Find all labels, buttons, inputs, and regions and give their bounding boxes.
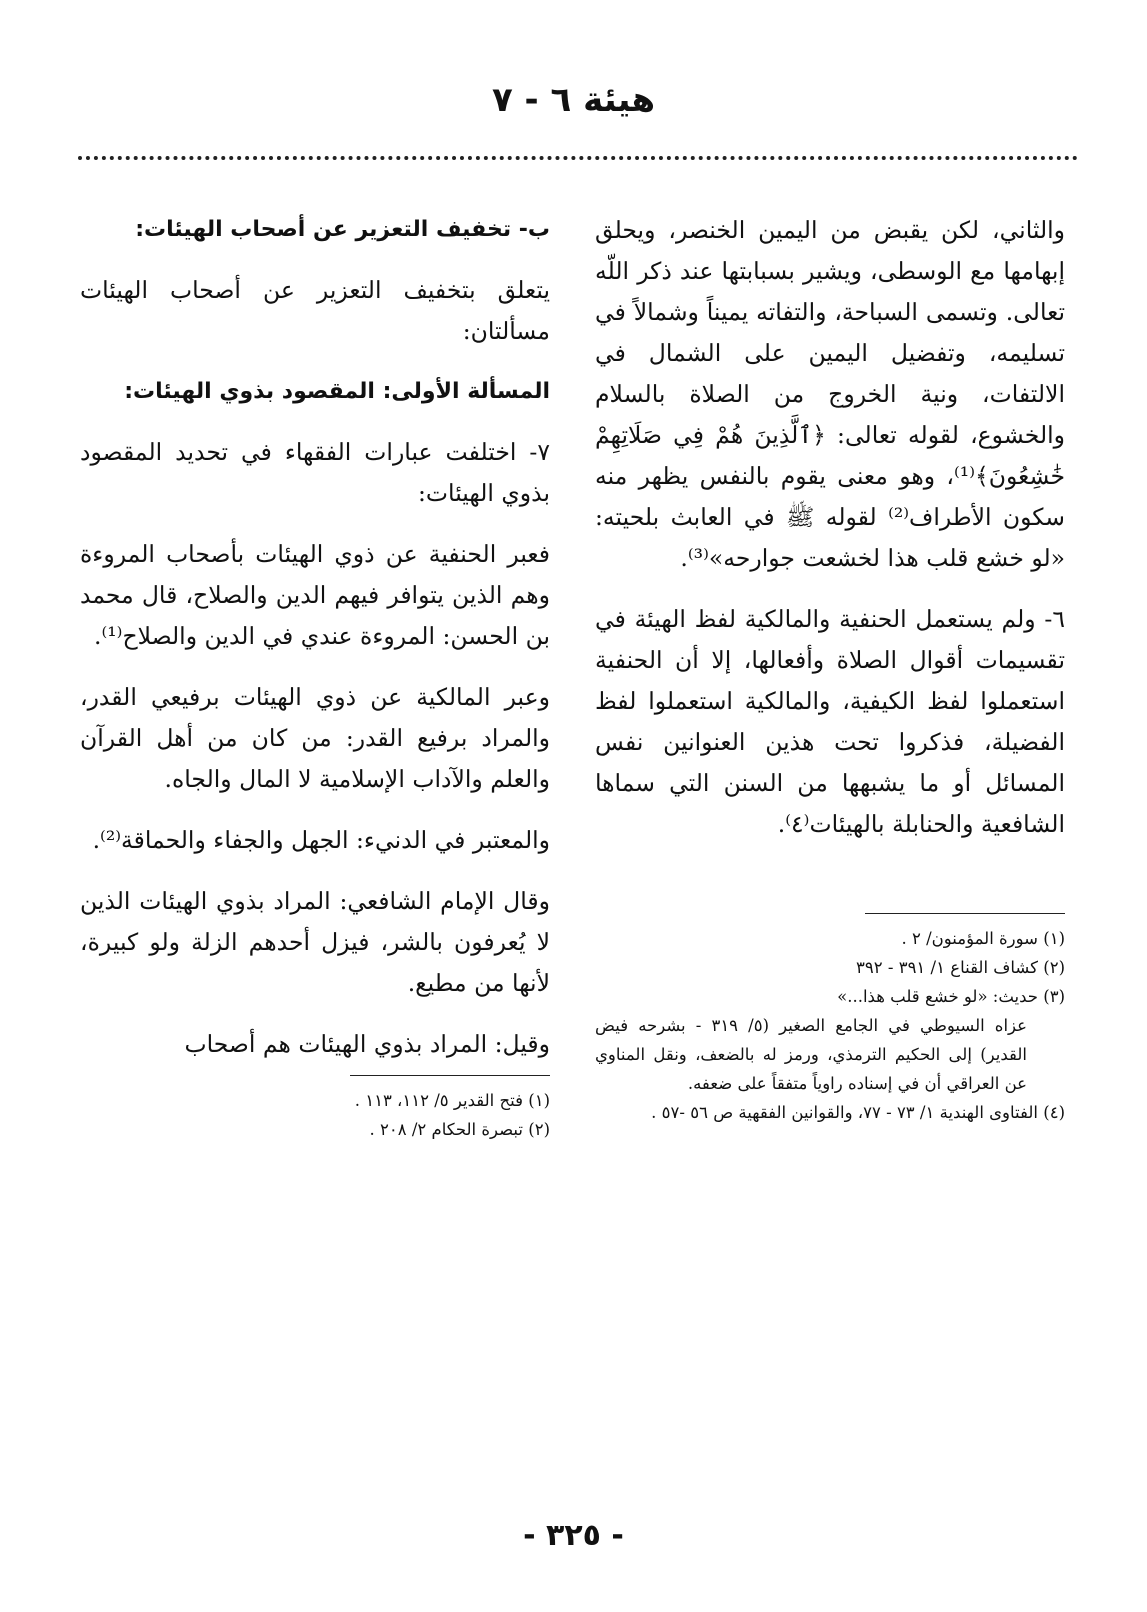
paragraph-intro: يتعلق بتخفيف التعزير عن أصحاب الهيئات مسألتان: <box>80 276 550 345</box>
footnote-1: (١) سورة المؤمنون/ ٢ . <box>901 929 1065 948</box>
paragraph-hanafi: فعبر الحنفية عن ذوي الهيئات بأصحاب المروءة وهم الذين يتوافر فيهم الدين والصلاح، قال محمد بن الحسن: المروءة عندي في الدين والصلاح⁽¹⁾. <box>80 540 550 650</box>
paragraph-hay-at-salat: والثاني، لكن يقبض من اليمين الخنصر، ويحلق إبهامها مع الوسطى، ويشير بسبابتها عند ذكر اللّه تعالى. وتسمى السباحة، والتفاته يميناً وشمالاً في تسليمه، وتفضيل اليمين على الشمال في الالتفات، ونية الخروج من الصلاة بالسلام والخشوع، لقوله تعالى: ﴿ٱلَّذِينَ هُمْ فِي صَلَاتِهِمْ خَٰشِعُونَ﴾⁽¹⁾، وهو معنى يقوم بالنفس يظهر منه سكون الأطراف⁽²⁾ لقوله ﷺ في العابث بلحيته: «لو خشع قلب هذا لخشعت جوارحه»⁽³⁾. <box>595 216 1065 572</box>
paragraph-maliki: وعبر المالكية عن ذوي الهيئات برفيعي القدر، والمراد برفيع القدر: من كان من أهل القرآن والعلم والآداب الإسلامية لا المال والجاه. <box>80 683 550 793</box>
paragraph-qila: وقيل: المراد بذوي الهيئات هم أصحاب <box>184 1030 550 1058</box>
page-number: - ٣٢٥ - <box>523 1518 624 1553</box>
paragraph-7: ٧- اختلفت عبارات الفقهاء في تحديد المقصود بذوي الهيئات: <box>80 438 550 507</box>
footnote-2: (٢) كشاف القناع ١/ ٣٩١ - ٣٩٢ <box>856 958 1065 977</box>
footnote-separator <box>350 1075 550 1076</box>
header-dotted-rule <box>78 156 1078 160</box>
paragraph-dani: والمعتبر في الدنيء: الجهل والجفاء والحماقة⁽²⁾. <box>92 826 550 854</box>
footnote-separator <box>865 913 1065 914</box>
footnote-4: (٤) الفتاوى الهندية ١/ ٧٣ - ٧٧، والقوانين الفقهية ص ٥٦ -٥٧ . <box>651 1103 1065 1122</box>
footnote-3: (٣) حديث: «لو خشع قلب هذا...» <box>837 987 1065 1006</box>
footnote-3-continuation: عزاه السيوطي في الجامع الصغير (٥/ ٣١٩ - بشرحه فيض القدير) إلى الحكيم الترمذي، ورمز له بالضعف، ونقل المناوي عن العراقي أن في إسناده راوياً متفقاً على ضعفه. <box>595 1016 1027 1093</box>
footnote-1: (١) فتح القدير ٥/ ١١٢، ١١٣ . <box>354 1091 550 1110</box>
footnote-2: (٢) تبصرة الحكام ٢/ ٢٠٨ . <box>369 1120 550 1139</box>
right-column <box>595 210 1065 1127</box>
section-heading-b: ب- تخفيف التعزير عن أصحاب الهيئات: <box>135 217 550 242</box>
paragraph-shafii: وقال الإمام الشافعي: المراد بذوي الهيئات الذين لا يُعرفون بالشر، فيزل أحدهم الزلة ولو كبيرة، لأنها من مطيع. <box>80 887 550 997</box>
running-header-title: هيئة ٦ - ٧ <box>491 80 656 120</box>
paragraph-6: ٦- ولم يستعمل الحنفية والمالكية لفظ الهيئة في تقسيمات أقوال الصلاة وأفعالها، إلا أن الحنفية استعملوا لفظ الكيفية، والمالكية استعملوا لفظ الفضيلة، فذكروا تحت هذين العنوانين نفس المسائل أو ما يشبهها من السنن التي سماها الشافعية والحنابلة بالهيئات⁽٤⁾. <box>595 605 1065 838</box>
issue-heading-1: المسألة الأولى: المقصود بذوي الهيئات: <box>124 379 550 404</box>
left-column <box>80 210 550 1144</box>
